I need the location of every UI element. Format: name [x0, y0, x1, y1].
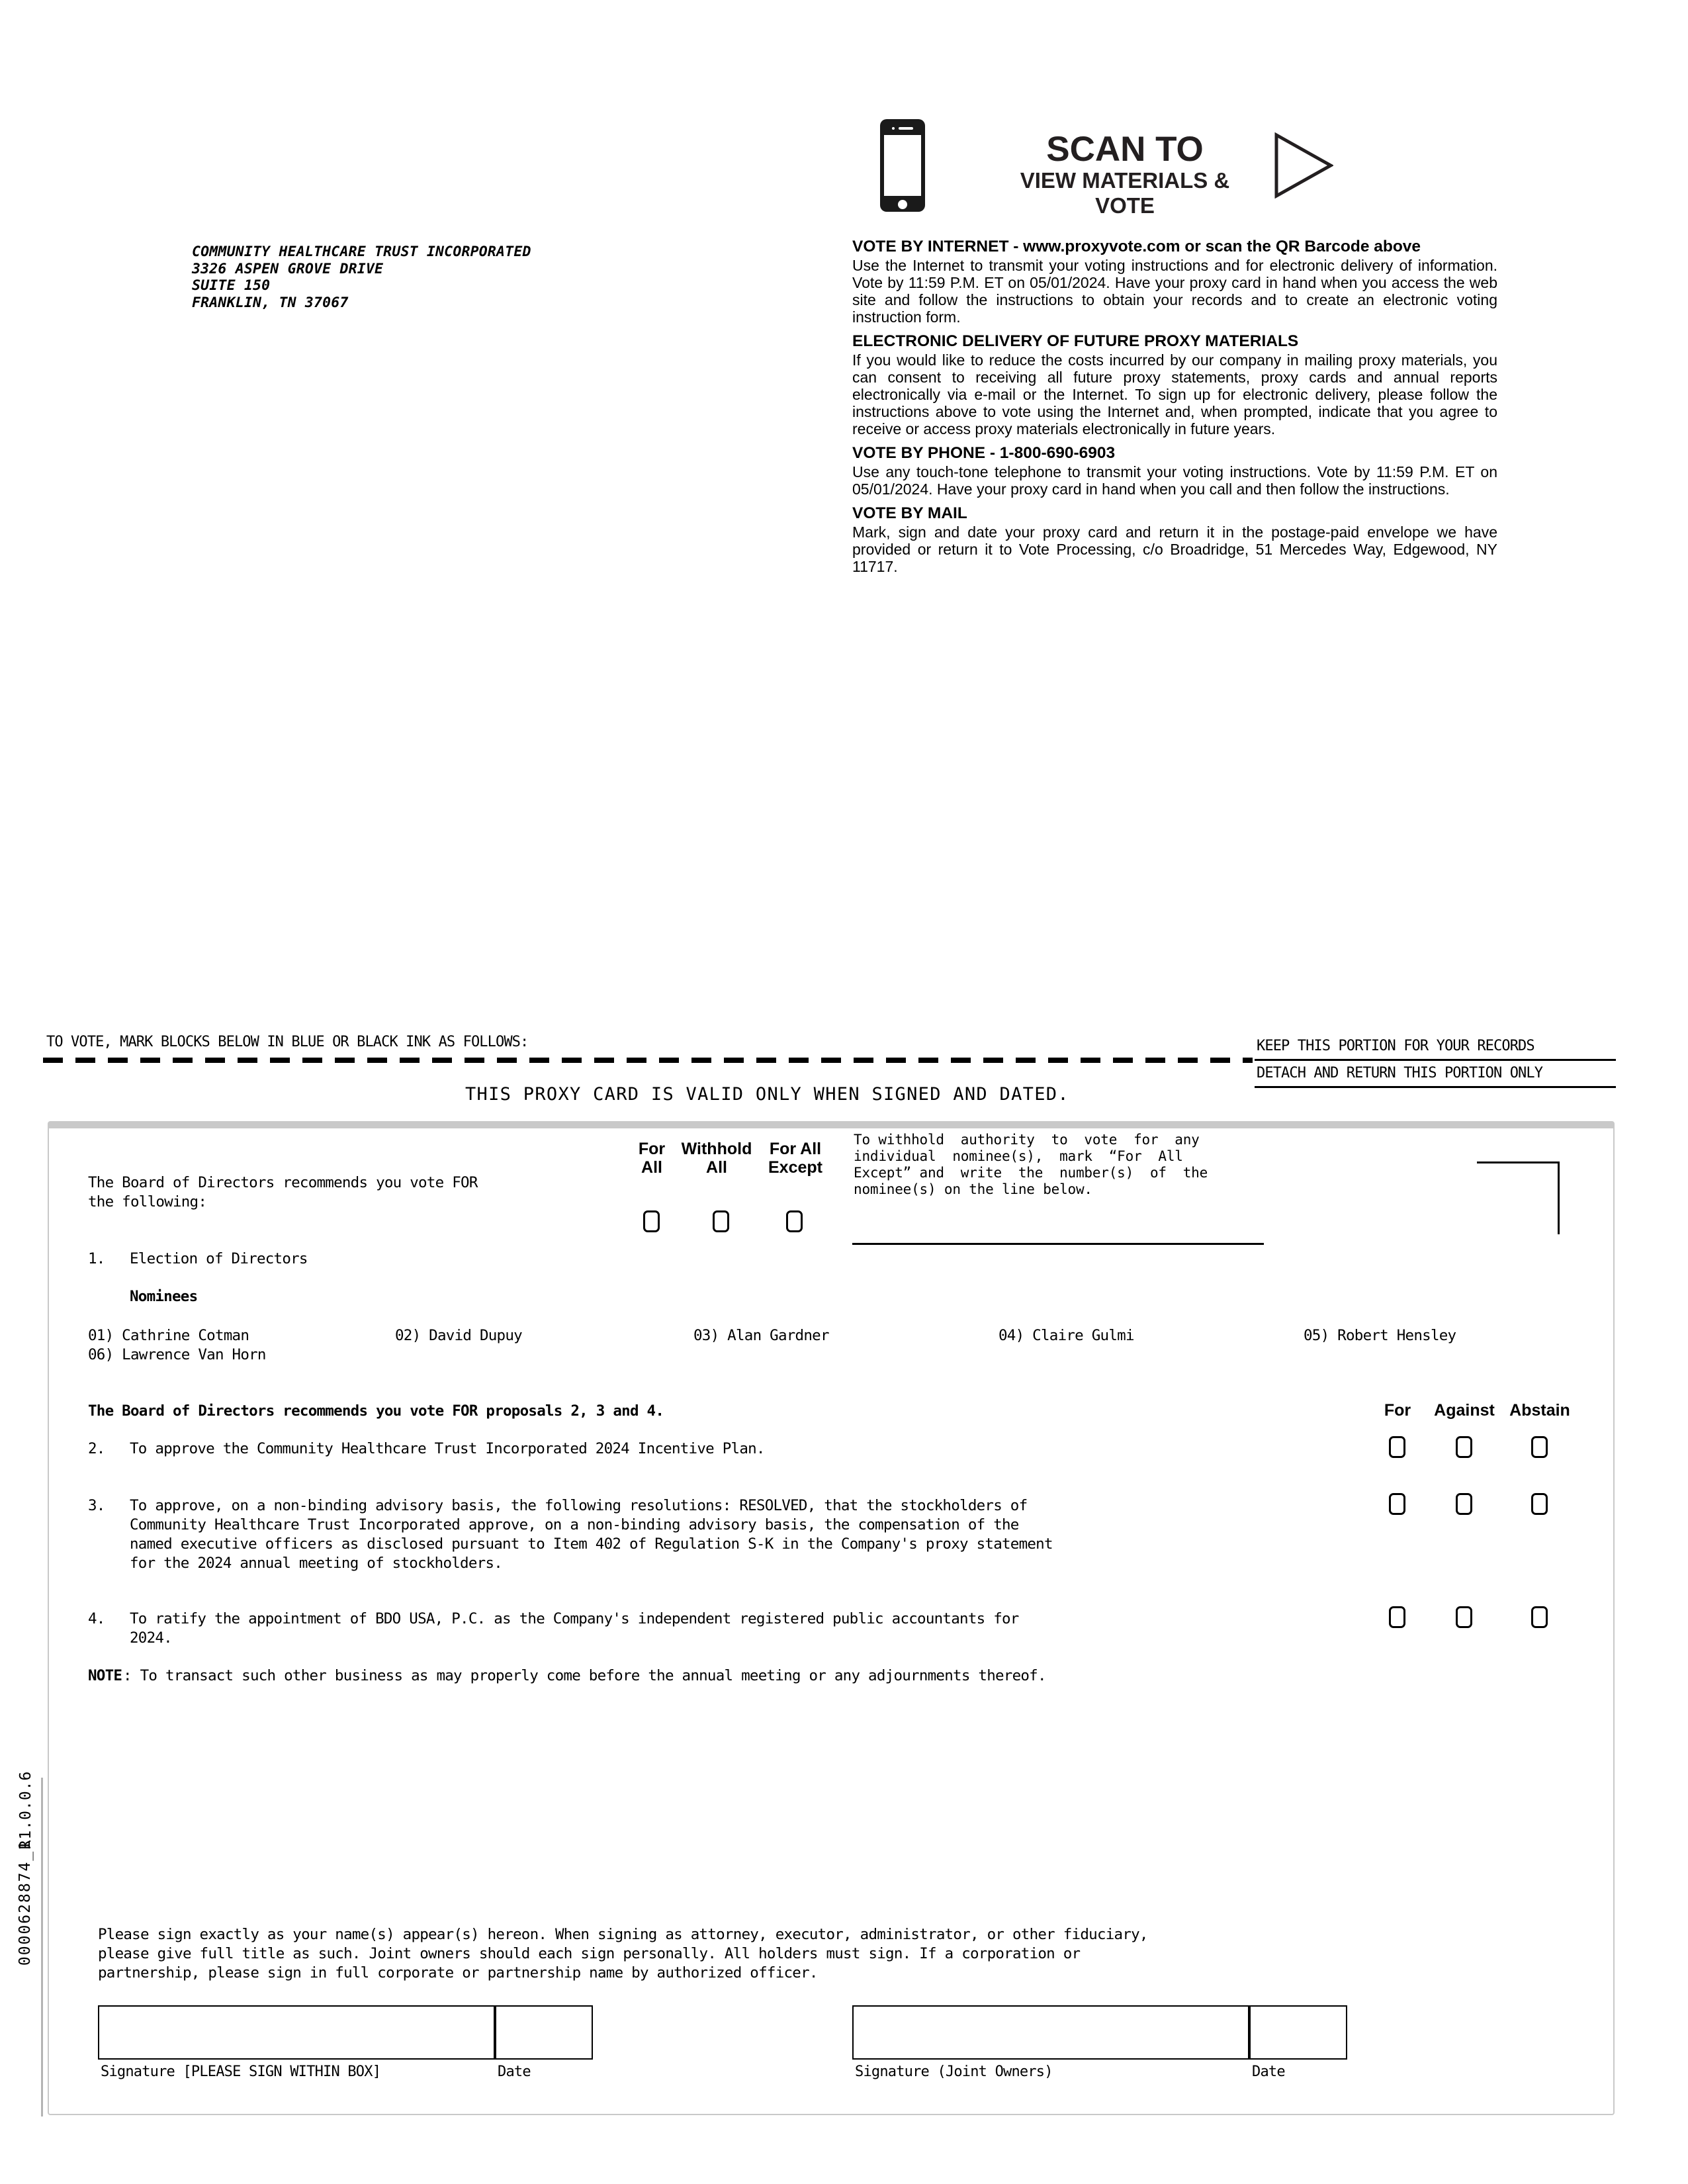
address-line-4: FRANKLIN, TN 37067	[192, 294, 349, 311]
electronic-delivery-body: If you would like to reduce the costs incurred by our company in mailing proxy materials, you can consent to receiving all future proxy statements, proxy cards and annual reports electronically via e-mail or the Internet. To sign up for electronic delivery, please follow the instructions above to vote using the Internet and, when prompted, indicate that you agree to receive or access proxy materials electronically in future years.	[852, 351, 1497, 437]
nominee-exception-writein-line[interactable]	[852, 1243, 1264, 1245]
vote-by-internet-heading: VOTE BY INTERNET - www.proxyvote.com or scan the QR Barcode above	[852, 238, 1421, 255]
proposal-3-number: 3.	[88, 1497, 105, 1514]
board-recommendation-directors	[88, 1173, 478, 1212]
checkbox-proposal-3-for[interactable]	[1389, 1493, 1405, 1515]
proposal-2-number: 2.	[88, 1440, 105, 1457]
signature-label-primary: Signature [PLEASE SIGN WITHIN BOX]	[101, 2064, 381, 2080]
withhold-note-line-1: To withhold authority to vote for any	[854, 1132, 1200, 1148]
withhold-note-line-2: individual nominee(s), mark “For All	[854, 1148, 1183, 1164]
date-label-joint: Date	[1252, 2064, 1285, 2080]
proposal-3-line-1: To approve, on a non-binding advisory basis, the following resolutions: RESOLVED, that the stockholders of	[130, 1497, 1028, 1514]
column-header-for-all-except-line2: Except	[768, 1158, 822, 1177]
column-header-for-all-line1: For	[638, 1140, 666, 1158]
nominee-item-3: 03) Alan Gardner	[693, 1327, 829, 1344]
signature-instruction-line-3: partnership, please sign in full corporate or partnership name by authorized officer.	[98, 1964, 818, 1981]
scan-to-vote-logo	[880, 113, 1343, 218]
signature-instruction-line-2: please give full title as such. Joint owners should each sign personally. All holders must sign. If a corporation or	[98, 1945, 1081, 1962]
sidebar-vertical-rule	[41, 1778, 43, 2116]
card-top-accent-bar	[49, 1122, 1613, 1128]
note-text: : To transact such other business as may properly come before the annual meeting or any adjournments thereof.	[123, 1667, 1046, 1684]
revision-number: R1.0.0.6	[17, 1770, 34, 1850]
signature-label-joint: Signature (Joint Owners)	[855, 2064, 1053, 2080]
signature-box-primary[interactable]	[98, 2005, 495, 2060]
voting-instructions-panel	[852, 237, 1497, 575]
date-label-primary: Date	[498, 2064, 531, 2080]
detach-portion-underline	[1255, 1086, 1616, 1088]
item-1-number: 1.	[88, 1250, 105, 1267]
checkbox-withhold-all[interactable]	[713, 1210, 729, 1232]
withhold-authority-note	[854, 1132, 1277, 1198]
nominee-item-2: 02) David Dupuy	[395, 1327, 522, 1344]
detach-portion-label: DETACH AND RETURN THIS PORTION ONLY	[1257, 1065, 1543, 1081]
proposal-2-text	[130, 1439, 765, 1459]
checkbox-proposal-3-abstain[interactable]	[1531, 1493, 1548, 1515]
signature-instruction-line-1: Please sign exactly as your name(s) appear(s) hereon. When signing as attorney, executor, administrator, or other fiduciary,	[98, 1926, 1148, 1943]
control-number: 0000628874_1	[17, 1839, 34, 1966]
phone-screen	[884, 135, 921, 196]
checkbox-proposal-4-for[interactable]	[1389, 1606, 1405, 1628]
mark-blocks-instruction: TO VOTE, MARK BLOCKS BELOW IN BLUE OR BLACK INK AS FOLLOWS:	[46, 1034, 529, 1050]
checkbox-proposal-3-against[interactable]	[1456, 1493, 1472, 1515]
vote-by-mail-body: Mark, sign and date your proxy card and return it in the postage-paid envelope we have provided or return it to Vote Processing, c/o Broadridge, 51 Mercedes Way, Edgewood, NY 11717.	[852, 523, 1497, 575]
note-label: NOTE	[88, 1667, 122, 1684]
column-header-for-all-except	[756, 1140, 834, 1177]
nominees-heading: Nominees	[130, 1288, 198, 1305]
column-header-for-all	[619, 1140, 685, 1177]
vote-by-internet-body: Use the Internet to transmit your voting instructions and for electronic delivery of information. Vote by 11:59 P.M. ET on 05/01/2024. Have your proxy card in hand when you access the web site and follow the instructions to obtain your records and to create an electronic voting instruction form.	[852, 257, 1497, 326]
phone-home-button	[898, 200, 907, 209]
bracket-vertical	[1558, 1161, 1560, 1234]
column-header-abstain: Abstain	[1509, 1401, 1570, 1420]
signature-box-joint[interactable]	[852, 2005, 1249, 2060]
checkbox-for-all[interactable]	[643, 1210, 660, 1232]
bracket-horizontal	[1477, 1161, 1560, 1163]
phone-speaker	[899, 127, 913, 130]
checkbox-proposal-4-abstain[interactable]	[1531, 1606, 1548, 1628]
address-line-2: 3326 ASPEN GROVE DRIVE	[192, 260, 384, 277]
detach-dashed-rule	[43, 1058, 1253, 1063]
vote-by-phone-body: Use any touch-tone telephone to transmit your voting instructions. Vote by 11:59 P.M. ET on 05/01/2024. Have your proxy card in hand when you call and then follow the instructions.	[852, 463, 1497, 498]
proposal-3-text	[130, 1496, 1053, 1573]
nominee-item-5: 05) Robert Hensley	[1304, 1327, 1456, 1344]
checkbox-proposal-2-against[interactable]	[1456, 1436, 1472, 1458]
nominee-item-4: 04) Claire Gulmi	[999, 1327, 1134, 1344]
proposal-3-line-2: Community Healthcare Trust Incorporated approve, on a non-binding advisory basis, the compensation of the	[130, 1516, 1019, 1533]
address-line-1: COMMUNITY HEALTHCARE TRUST INCORPORATED	[192, 244, 531, 260]
column-header-against: Against	[1434, 1401, 1495, 1420]
column-header-withhold-all	[677, 1140, 756, 1177]
board-rec-directors-line2: the following:	[88, 1193, 207, 1210]
checkbox-proposal-4-against[interactable]	[1456, 1606, 1472, 1628]
date-box-primary[interactable]	[495, 2005, 593, 2060]
scan-to-line2: VIEW MATERIALS & VOTE	[1020, 168, 1230, 218]
scan-to-line1: SCAN TO	[1046, 130, 1204, 169]
date-box-joint[interactable]	[1249, 2005, 1347, 2060]
shareholder-address-block	[192, 244, 531, 311]
electronic-delivery-heading: ELECTRONIC DELIVERY OF FUTURE PROXY MATERIALS	[852, 332, 1299, 350]
vote-by-mail-heading: VOTE BY MAIL	[852, 504, 967, 522]
checkbox-for-all-except[interactable]	[786, 1210, 803, 1232]
column-header-for-all-line2: All	[641, 1158, 662, 1177]
signature-instructions	[98, 1925, 1148, 1983]
column-header-withhold-all-line1: Withhold	[681, 1140, 752, 1158]
keep-portion-underline	[1255, 1059, 1616, 1061]
board-rec-directors-line1: The Board of Directors recommends you vote FOR	[88, 1174, 478, 1191]
item-1-label: Election of Directors	[130, 1250, 308, 1267]
nominee-item-1: 01) Cathrine Cotman	[88, 1327, 249, 1344]
vote-by-phone-heading: VOTE BY PHONE - 1-800-690-6903	[852, 444, 1116, 462]
alignment-corner-bracket	[1477, 1161, 1560, 1234]
column-header-for-all-except-line1: For All	[769, 1140, 822, 1158]
proxy-valid-title: THIS PROXY CARD IS VALID ONLY WHEN SIGNED AND DATED.	[465, 1084, 1069, 1105]
checkbox-proposal-2-for[interactable]	[1389, 1436, 1405, 1458]
proposal-4-number: 4.	[88, 1610, 105, 1627]
withhold-note-line-3: Except” and write the number(s) of the	[854, 1165, 1208, 1181]
proposal-3-line-4: for the 2024 annual meeting of stockholders.	[130, 1555, 503, 1572]
scan-to-text	[1006, 131, 1244, 218]
proposal-4-line-1: To ratify the appointment of BDO USA, P.C. as the Company's independent registered public accountants for	[130, 1610, 1019, 1627]
checkbox-proposal-2-abstain[interactable]	[1531, 1436, 1548, 1458]
proposal-4-text	[130, 1610, 1019, 1648]
withhold-note-line-4: nominee(s) on the line below.	[854, 1181, 1092, 1197]
proposal-2-line-1: To approve the Community Healthcare Trust Incorporated 2024 Incentive Plan.	[130, 1440, 765, 1457]
nominee-item-6: 06) Lawrence Van Horn	[88, 1346, 266, 1363]
phone-camera-dot	[892, 127, 895, 130]
keep-portion-label: KEEP THIS PORTION FOR YOUR RECORDS	[1257, 1038, 1534, 1054]
column-header-withhold-all-line2: All	[706, 1158, 727, 1177]
board-recommendation-proposals: The Board of Directors recommends you vote FOR proposals 2, 3 and 4.	[88, 1402, 664, 1420]
proposal-3-line-3: named executive officers as disclosed pursuant to Item 402 of Regulation S-K in the Company's proxy statement	[130, 1535, 1053, 1553]
column-header-for: For	[1384, 1401, 1411, 1420]
smartphone-icon	[880, 119, 925, 212]
address-line-3: SUITE 150	[192, 277, 271, 294]
proposal-4-line-2: 2024.	[130, 1629, 172, 1647]
